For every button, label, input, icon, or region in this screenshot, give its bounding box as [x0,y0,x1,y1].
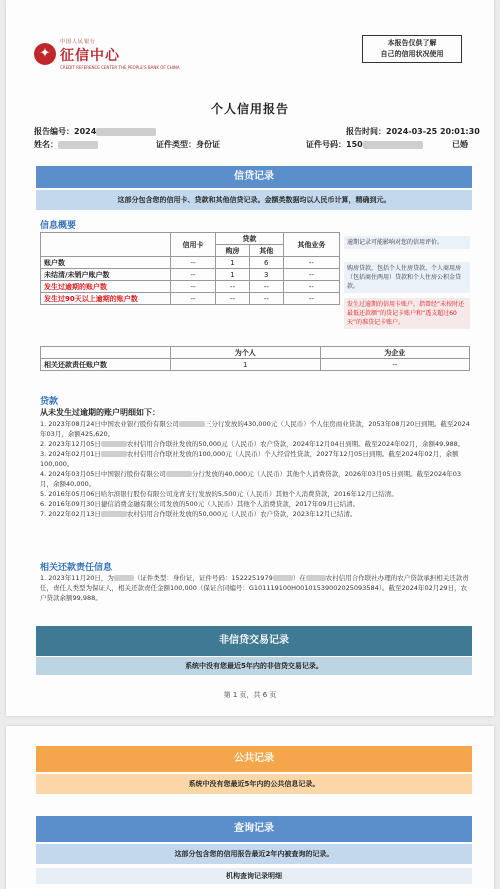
table-corner [41,347,171,359]
cell: 3 [249,269,283,281]
list-item: 7. 2022年02月13日 农村信用合作联社发放的50,000元（人民币）农户贷款，2023年12月已结清。 [40,510,357,518]
loan-list [40,419,470,519]
col-other-loan: 其他 [249,245,283,257]
redaction [363,141,423,149]
report-number-value: 2024 [74,127,97,136]
person-name [34,139,98,150]
table-row [41,257,340,269]
list-item: 6. 2016年09月30日捷信消费金融有限公司发放的500元（人民币）其他个人消费贷款，2017年09月已结清。 [40,500,360,508]
cell: -- [171,281,216,293]
cell: 1 [171,359,321,371]
non-credit-note: 系统中没有您最近5年内的非信贷交易记录。 [36,657,472,675]
col-other-business: 其他业务 [283,233,339,257]
summary-table [40,232,340,305]
cell: -- [283,269,339,281]
list-item: 1. 2023年08月24日中国农业银行股份有限公司 三分行发放的430,000元（人民币）个人住房商业贷款，2053年08月20日到期。截至2024年03月，余额425,620。 [40,420,470,438]
cell: 1 [216,269,250,281]
cell: -- [249,293,283,305]
report-page-2 [6,726,494,889]
credit-record-band: 信贷记录 [36,166,472,188]
cell: -- [171,293,216,305]
report-number-label: 报告编号： [34,127,74,136]
cell: -- [249,281,283,293]
summary-label: 信息概要 [40,221,77,231]
table-row [41,293,340,305]
query-record-band: 查询记录 [36,816,472,842]
row-label: 未结清/未销户账户数 [41,269,171,281]
guarantee-list [40,573,470,603]
logo-name: 征信中心 [60,48,120,64]
loan-label: 贷款 [40,397,59,407]
public-record-band: 公共记录 [36,746,472,772]
cell: -- [283,257,339,269]
table-row [41,359,470,371]
cell: 1 [216,257,250,269]
list-item: 1. 2023年11月20日，为 （证件类型：身份证，证件号码：1522251979 ）在 农村信用合作联社办理的农户贷款承担相关还款责任，责任人类型为保证人，相关还款责任金额100,000（保证合同编号：G101119100H00101539002025093584）。截至2024年02月29日，农户贷款余额99,988。 [40,574,469,602]
redaction [96,128,156,136]
marital-status: 已婚 [452,140,468,149]
id-type-value: 身份证 [196,140,220,149]
cell: -- [171,257,216,269]
seal-icon: ✦ [34,43,56,65]
list-item: 4. 2024年03月05日中国银行股份有限公司 分行发放的40,000元（人民币）其他个人消费贷款，2026年03月05日到期。截至2024年03月，余额40,000。 [40,470,461,488]
list-item: 2. 2023年12月05日 农村信用合作联社发放的50,000元（人民币）农户贷款，2024年12月04日到期。截至2024年02月，余额49,988。 [40,440,465,448]
redaction [58,141,98,149]
credit-record-note: 这部分包含您的信用卡、贷款和其他信贷记录。金额类数据均以人民币计算，精确到元。 [36,190,472,210]
query-sub-title: 机构查询记录明细 [36,868,472,884]
row-label: 相关还款责任账户数 [41,359,171,371]
report-time [346,126,480,137]
hint-overdue: 逾期记录可能影响对您的信用评价。 [344,236,470,249]
notice-line-2: 自己的信用状况使用 [380,50,444,58]
report-number [34,126,156,137]
col-card: 信用卡 [171,233,216,257]
query-record-note: 这部分包含您的信用报告最近2年内被查询的记录。 [36,844,472,864]
cell: -- [171,269,216,281]
hint-house-loan: 购房贷款，包括个人住房贷款、个人商用房（包括商住两用）贷款和个人住房公积金贷款。 [344,262,470,293]
col-company: 为企业 [320,347,470,359]
cell: -- [320,359,470,371]
cell: 6 [249,257,283,269]
name-label: 姓名： [34,140,58,149]
logo-english: CREDIT REFERENCE CENTER THE PEOPLE'S BANK OF CHINA [60,65,180,70]
col-loan: 贷款 [216,233,284,245]
table-row [41,281,340,293]
report-time-value: 2024-03-25 20:01:30 [386,127,480,136]
notice-line-1: 本报告仅供了解 [387,39,437,47]
cell: -- [216,293,250,305]
id-number [306,139,423,150]
col-house: 购房 [216,245,250,257]
report-page-1 [6,0,494,716]
report-time-label: 报告时间： [346,127,386,136]
col-personal: 为个人 [171,347,321,359]
report-title: 个人信用报告 [210,102,289,116]
row-label: 发生过90天以上逾期的账户数 [41,293,171,305]
guarantee-summary-table [40,346,470,371]
loan-subtitle: 从未发生过逾期的账户明细如下： [40,408,160,417]
non-credit-band: 非信贷交易记录 [36,626,472,656]
guarantee-label: 相关还款责任信息 [40,563,113,573]
id-number-value: 150 [346,140,363,149]
credit-center-logo [34,38,180,70]
row-label: 发生过逾期的账户数 [41,281,171,293]
page-number: 第 1 页，共 6 页 [223,691,277,699]
public-record-note: 系统中没有您最近5年内的公共信息记录。 [36,774,472,794]
cell: -- [216,281,250,293]
list-item: 3. 2024年02月01日 农村信用合作联社发放的100,000元（人民币）个人经营性贷款，2027年12月05日到期。截至2024年02月，余额100,000。 [40,450,459,468]
table-corner [41,233,171,257]
id-type [156,139,220,150]
table-row [41,269,340,281]
cell: -- [283,281,339,293]
cell: -- [283,293,339,305]
hint-overdue-card: 发生过逾期的信用卡账户，指曾经“未按时还最低还款额”的贷记卡账户和“透支超过60天”的准贷记卡账户。 [344,298,470,329]
logo-top-text: 中国人民银行 [60,39,97,45]
id-type-label: 证件类型： [156,140,196,149]
id-number-label: 证件号码： [306,140,346,149]
list-item: 5. 2016年05月06日哈尔滨银行股份有限公司龙青支行发放的5,500元（人民币）其他个人消费贷款，2016年12月已结清。 [40,490,398,498]
row-label: 账户数 [41,257,171,269]
usage-notice-box [362,35,462,63]
